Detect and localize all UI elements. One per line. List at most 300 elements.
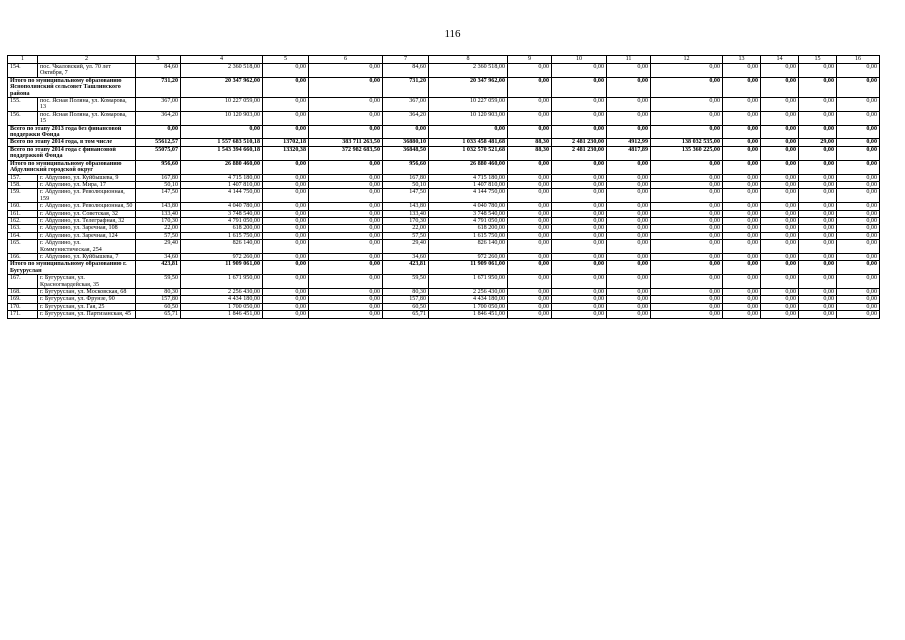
value-cell: 0,00 — [136, 125, 181, 139]
address-cell: г. Абдулино, ул. Куйбышева, 7 — [38, 253, 136, 260]
value-cell: 0,00 — [552, 210, 607, 217]
row-index: 157. — [8, 174, 38, 181]
value-cell: 0,00 — [799, 64, 837, 78]
value-cell: 0,00 — [651, 296, 723, 303]
value-cell: 0,00 — [263, 174, 309, 181]
value-cell: 0,00 — [508, 98, 552, 112]
value-cell: 0,00 — [552, 77, 607, 97]
column-header: 9 — [508, 56, 552, 64]
value-cell: 34,60 — [136, 253, 181, 260]
value-cell: 0,00 — [651, 210, 723, 217]
row-index: 159. — [8, 189, 38, 203]
value-cell: 0,00 — [761, 203, 799, 210]
value-cell: 4 715 180,00 — [181, 174, 263, 181]
value-cell: 0,00 — [651, 303, 723, 310]
value-cell: 0,00 — [263, 303, 309, 310]
value-cell: 4 144 750,00 — [181, 189, 263, 203]
value-cell: 0,00 — [607, 203, 651, 210]
value-cell: 0,00 — [761, 225, 799, 232]
value-cell: 167,80 — [136, 174, 181, 181]
value-cell: 1 615 750,00 — [181, 232, 263, 239]
value-cell: 0,00 — [607, 232, 651, 239]
value-cell: 0,00 — [508, 240, 552, 254]
value-cell: 0,00 — [383, 125, 429, 139]
value-cell: 423,81 — [136, 261, 181, 275]
value-cell: 0,00 — [508, 232, 552, 239]
value-cell: 0,00 — [837, 253, 880, 260]
value-cell: 0,00 — [508, 261, 552, 275]
row-index: 166. — [8, 253, 38, 260]
value-cell: 0,00 — [837, 77, 880, 97]
value-cell: 0,00 — [309, 253, 383, 260]
value-cell: 13702,18 — [263, 139, 309, 146]
value-cell: 0,00 — [761, 289, 799, 296]
value-cell: 0,00 — [761, 77, 799, 97]
value-cell: 0,00 — [607, 296, 651, 303]
value-cell: 0,00 — [799, 275, 837, 289]
value-cell: 0,00 — [761, 139, 799, 146]
table-body — [8, 64, 880, 319]
value-cell: 972 260,00 — [181, 253, 263, 260]
value-cell: 0,00 — [263, 181, 309, 188]
value-cell: 0,00 — [799, 203, 837, 210]
value-cell: 133,40 — [136, 210, 181, 217]
value-cell: 0,00 — [799, 261, 837, 275]
value-cell: 59,50 — [136, 275, 181, 289]
value-cell: 0,00 — [837, 203, 880, 210]
value-cell: 143,80 — [136, 203, 181, 210]
value-cell: 0,00 — [723, 139, 761, 146]
table-row — [8, 232, 880, 239]
value-cell: 0,00 — [799, 303, 837, 310]
value-cell: 0,00 — [723, 189, 761, 203]
value-cell: 0,00 — [651, 77, 723, 97]
value-cell: 364,20 — [136, 111, 181, 125]
value-cell: 0,00 — [837, 98, 880, 112]
value-cell: 10 227 059,00 — [181, 98, 263, 112]
value-cell: 1 032 570 521,68 — [429, 146, 508, 160]
value-cell: 826 140,00 — [181, 240, 263, 254]
address-cell: г. Абдулино, ул. Куйбышева, 9 — [38, 174, 136, 181]
value-cell: 0,00 — [761, 311, 799, 318]
value-cell: 4 144 750,00 — [429, 189, 508, 203]
address-cell: г. Абдулино, ул. Мира, 17 — [38, 181, 136, 188]
value-cell: 0,00 — [552, 253, 607, 260]
value-cell: 0,00 — [309, 303, 383, 310]
value-cell: 0,00 — [651, 181, 723, 188]
value-cell: 0,00 — [263, 98, 309, 112]
value-cell: 0,00 — [761, 146, 799, 160]
value-cell: 2 360 518,00 — [429, 64, 508, 78]
value-cell: 0,00 — [309, 160, 383, 174]
value-cell: 0,00 — [552, 217, 607, 224]
table-row — [8, 296, 880, 303]
value-cell: 0,00 — [508, 311, 552, 318]
value-cell: 1 700 050,00 — [181, 303, 263, 310]
value-cell: 0,00 — [837, 181, 880, 188]
value-cell: 364,20 — [383, 111, 429, 125]
value-cell: 0,00 — [799, 217, 837, 224]
row-index: 160. — [8, 203, 38, 210]
value-cell: 0,00 — [799, 225, 837, 232]
value-cell: 0,00 — [263, 253, 309, 260]
row-index: 165. — [8, 240, 38, 254]
column-header: 5 — [263, 56, 309, 64]
value-cell: 0,00 — [799, 232, 837, 239]
page-number: 116 — [444, 28, 461, 40]
value-cell: 0,00 — [552, 275, 607, 289]
value-cell: 826 140,00 — [429, 240, 508, 254]
value-cell: 29,40 — [136, 240, 181, 254]
value-cell: 0,00 — [263, 125, 309, 139]
value-cell: 0,00 — [508, 275, 552, 289]
value-cell: 60,50 — [383, 303, 429, 310]
value-cell: 1 700 050,00 — [429, 303, 508, 310]
column-header: 12 — [651, 56, 723, 64]
value-cell: 4 040 780,00 — [181, 203, 263, 210]
value-cell: 0,00 — [552, 98, 607, 112]
value-cell: 0,00 — [723, 240, 761, 254]
value-cell: 65,71 — [136, 311, 181, 318]
value-cell: 0,00 — [651, 232, 723, 239]
value-cell: 84,60 — [383, 64, 429, 78]
value-cell: 3 748 540,00 — [181, 210, 263, 217]
value-cell: 0,00 — [607, 210, 651, 217]
value-cell: 143,80 — [383, 203, 429, 210]
value-cell: 0,00 — [607, 303, 651, 310]
value-cell: 0,00 — [429, 125, 508, 139]
value-cell: 0,00 — [263, 111, 309, 125]
value-cell: 0,00 — [651, 275, 723, 289]
column-header: 14 — [761, 56, 799, 64]
value-cell: 4 791 050,00 — [181, 217, 263, 224]
value-cell: 0,00 — [651, 160, 723, 174]
summary-row — [8, 77, 880, 97]
value-cell: 0,00 — [761, 217, 799, 224]
value-cell: 13320,38 — [263, 146, 309, 160]
value-cell: 36848,50 — [383, 146, 429, 160]
address-cell: г. Абдулино, ул. Коммунистическая, 254 — [38, 240, 136, 254]
value-cell: 0,00 — [723, 217, 761, 224]
table-row — [8, 98, 880, 112]
value-cell: 367,00 — [383, 98, 429, 112]
value-cell: 0,00 — [552, 311, 607, 318]
value-cell: 0,00 — [552, 296, 607, 303]
column-header: 16 — [837, 56, 880, 64]
value-cell: 80,30 — [383, 289, 429, 296]
value-cell: 4 715 180,00 — [429, 174, 508, 181]
value-cell: 0,00 — [761, 189, 799, 203]
value-cell: 10 120 903,00 — [181, 111, 263, 125]
value-cell: 0,00 — [508, 174, 552, 181]
value-cell: 138 032 535,00 — [651, 139, 723, 146]
value-cell: 0,00 — [508, 225, 552, 232]
value-cell: 0,00 — [607, 125, 651, 139]
value-cell: 0,00 — [607, 111, 651, 125]
value-cell: 170,30 — [383, 217, 429, 224]
value-cell: 0,00 — [607, 240, 651, 254]
value-cell: 0,00 — [837, 64, 880, 78]
value-cell: 0,00 — [552, 189, 607, 203]
value-cell: 0,00 — [263, 160, 309, 174]
value-cell: 0,00 — [508, 160, 552, 174]
value-cell: 0,00 — [309, 111, 383, 125]
table-row — [8, 240, 880, 254]
value-cell: 0,00 — [761, 275, 799, 289]
value-cell: 0,00 — [309, 296, 383, 303]
value-cell: 0,00 — [508, 189, 552, 203]
value-cell: 0,00 — [508, 125, 552, 139]
value-cell: 0,00 — [607, 261, 651, 275]
value-cell: 0,00 — [837, 111, 880, 125]
value-cell: 10 120 903,00 — [429, 111, 508, 125]
value-cell: 0,00 — [508, 303, 552, 310]
value-cell: 0,00 — [508, 203, 552, 210]
value-cell: 11 909 061,00 — [429, 261, 508, 275]
value-cell: 22,00 — [136, 225, 181, 232]
row-index: 167. — [8, 275, 38, 289]
value-cell: 0,00 — [837, 160, 880, 174]
value-cell: 0,00 — [799, 146, 837, 160]
value-cell: 956,60 — [383, 160, 429, 174]
value-cell: 0,00 — [837, 289, 880, 296]
value-cell: 55075,07 — [136, 146, 181, 160]
value-cell: 1 846 451,00 — [429, 311, 508, 318]
value-cell: 0,00 — [723, 311, 761, 318]
value-cell: 0,00 — [837, 210, 880, 217]
value-cell: 0,00 — [263, 64, 309, 78]
value-cell: 0,00 — [508, 210, 552, 217]
value-cell: 10 227 059,00 — [429, 98, 508, 112]
value-cell: 0,00 — [607, 253, 651, 260]
value-cell: 0,00 — [651, 217, 723, 224]
value-cell: 0,00 — [552, 111, 607, 125]
column-number-row — [8, 56, 880, 64]
value-cell: 0,00 — [607, 311, 651, 318]
value-cell: 956,60 — [136, 160, 181, 174]
table-row — [8, 64, 880, 78]
value-cell: 0,00 — [552, 125, 607, 139]
value-cell: 0,00 — [723, 210, 761, 217]
value-cell: 0,00 — [651, 311, 723, 318]
value-cell: 0,00 — [723, 225, 761, 232]
value-cell: 0,00 — [508, 253, 552, 260]
row-index: 156. — [8, 111, 38, 125]
value-cell: 84,60 — [136, 64, 181, 78]
value-cell: 50,10 — [383, 181, 429, 188]
column-header: 4 — [181, 56, 263, 64]
value-cell: 0,00 — [799, 181, 837, 188]
value-cell: 0,00 — [309, 311, 383, 318]
summary-label: Всего по этапу 2014 года, в том числе — [8, 139, 136, 146]
value-cell: 2 256 430,00 — [181, 289, 263, 296]
value-cell: 0,00 — [799, 289, 837, 296]
value-cell: 0,00 — [552, 232, 607, 239]
table-row — [8, 181, 880, 188]
value-cell: 0,00 — [263, 275, 309, 289]
summary-row — [8, 146, 880, 160]
value-cell: 0,00 — [552, 64, 607, 78]
value-cell: 0,00 — [508, 181, 552, 188]
value-cell: 367,00 — [136, 98, 181, 112]
value-cell: 0,00 — [723, 77, 761, 97]
value-cell: 0,00 — [607, 64, 651, 78]
value-cell: 65,71 — [383, 311, 429, 318]
value-cell: 60,50 — [136, 303, 181, 310]
value-cell: 0,00 — [607, 174, 651, 181]
value-cell: 4912,99 — [607, 139, 651, 146]
column-header: 11 — [607, 56, 651, 64]
value-cell: 0,00 — [761, 64, 799, 78]
value-cell: 0,00 — [799, 311, 837, 318]
value-cell: 20 347 962,00 — [429, 77, 508, 97]
column-header: 7 — [383, 56, 429, 64]
value-cell: 0,00 — [837, 232, 880, 239]
table-row — [8, 111, 880, 125]
address-cell: пос. Ясная Поляна, ул. Комарова, 13 — [38, 98, 136, 112]
summary-row — [8, 139, 880, 146]
value-cell: 0,00 — [651, 64, 723, 78]
value-cell: 4 434 180,00 — [181, 296, 263, 303]
value-cell: 1 033 458 481,68 — [429, 139, 508, 146]
value-cell: 0,00 — [651, 125, 723, 139]
value-cell: 1 543 394 660,18 — [181, 146, 263, 160]
value-cell: 4 434 180,00 — [429, 296, 508, 303]
value-cell: 0,00 — [607, 160, 651, 174]
address-cell: г. Абдулино, ул. Заречная, 108 — [38, 225, 136, 232]
value-cell: 4817,89 — [607, 146, 651, 160]
value-cell: 0,00 — [309, 289, 383, 296]
value-cell: 0,00 — [309, 240, 383, 254]
summary-label: Итого по муниципальному образованию Яснополянский сельсовет Ташлинского района — [8, 77, 136, 97]
value-cell: 0,00 — [651, 203, 723, 210]
address-cell: г. Абдулино, ул. Телеграфная, 32 — [38, 217, 136, 224]
value-cell: 0,00 — [508, 77, 552, 97]
value-cell: 0,00 — [651, 253, 723, 260]
value-cell: 383 711 263,50 — [309, 139, 383, 146]
value-cell: 0,00 — [837, 225, 880, 232]
value-cell: 0,00 — [761, 232, 799, 239]
table-row — [8, 203, 880, 210]
value-cell: 0,00 — [837, 125, 880, 139]
value-cell: 423,81 — [383, 261, 429, 275]
value-cell: 0,00 — [309, 225, 383, 232]
value-cell: 1 615 750,00 — [429, 232, 508, 239]
value-cell: 0,00 — [723, 232, 761, 239]
value-cell: 0,00 — [799, 125, 837, 139]
value-cell: 0,00 — [837, 261, 880, 275]
value-cell: 0,00 — [761, 174, 799, 181]
value-cell: 22,00 — [383, 225, 429, 232]
value-cell: 0,00 — [309, 98, 383, 112]
value-cell: 0,00 — [309, 174, 383, 181]
value-cell: 0,00 — [723, 253, 761, 260]
address-cell: г. Бугуруслан, ул. Московская, 68 — [38, 289, 136, 296]
value-cell: 0,00 — [651, 98, 723, 112]
summary-label: Всего по этапу 2014 года с финансовой поддержкой Фонда — [8, 146, 136, 160]
value-cell: 0,00 — [723, 303, 761, 310]
table-row — [8, 303, 880, 310]
table-row — [8, 289, 880, 296]
value-cell: 0,00 — [309, 275, 383, 289]
value-cell: 0,00 — [761, 125, 799, 139]
value-cell: 0,00 — [263, 77, 309, 97]
value-cell: 0,00 — [181, 125, 263, 139]
value-cell: 0,00 — [837, 240, 880, 254]
value-cell: 0,00 — [263, 240, 309, 254]
housing-program-table — [7, 55, 880, 319]
value-cell: 0,00 — [761, 181, 799, 188]
value-cell: 167,80 — [383, 174, 429, 181]
value-cell: 0,00 — [263, 189, 309, 203]
value-cell: 0,00 — [309, 210, 383, 217]
table-row — [8, 217, 880, 224]
value-cell: 0,00 — [552, 181, 607, 188]
value-cell: 157,80 — [136, 296, 181, 303]
value-cell: 0,00 — [607, 189, 651, 203]
table-row — [8, 275, 880, 289]
value-cell: 0,00 — [263, 261, 309, 275]
row-index: 155. — [8, 98, 38, 112]
value-cell: 4 040 780,00 — [429, 203, 508, 210]
summary-row — [8, 160, 880, 174]
value-cell: 0,00 — [799, 253, 837, 260]
value-cell: 0,00 — [263, 289, 309, 296]
value-cell: 0,00 — [723, 174, 761, 181]
value-cell: 0,00 — [552, 261, 607, 275]
value-cell: 618 200,00 — [181, 225, 263, 232]
value-cell: 0,00 — [799, 240, 837, 254]
value-cell: 0,00 — [309, 181, 383, 188]
value-cell: 0,00 — [799, 77, 837, 97]
row-index: 158. — [8, 181, 38, 188]
value-cell: 26 880 460,00 — [181, 160, 263, 174]
value-cell: 147,50 — [383, 189, 429, 203]
table-row — [8, 189, 880, 203]
value-cell: 0,00 — [837, 139, 880, 146]
value-cell: 731,20 — [136, 77, 181, 97]
value-cell: 0,00 — [309, 203, 383, 210]
value-cell: 0,00 — [309, 77, 383, 97]
value-cell: 11 909 061,00 — [181, 261, 263, 275]
value-cell: 0,00 — [761, 296, 799, 303]
row-index: 162. — [8, 217, 38, 224]
value-cell: 157,80 — [383, 296, 429, 303]
value-cell: 4 791 050,00 — [429, 217, 508, 224]
value-cell: 133,40 — [383, 210, 429, 217]
address-cell: г. Абдулино, ул. Советская, 32 — [38, 210, 136, 217]
value-cell: 80,30 — [136, 289, 181, 296]
value-cell: 3 748 540,00 — [429, 210, 508, 217]
value-cell: 0,00 — [651, 111, 723, 125]
value-cell: 20 347 962,00 — [181, 77, 263, 97]
value-cell: 0,00 — [723, 275, 761, 289]
value-cell: 372 982 683,50 — [309, 146, 383, 160]
value-cell: 0,00 — [761, 303, 799, 310]
table-row — [8, 174, 880, 181]
address-cell: г. Бугуруслан, ул. Красногвардейская, 35 — [38, 275, 136, 289]
row-index: 168. — [8, 289, 38, 296]
value-cell: 0,00 — [799, 98, 837, 112]
value-cell: 0,00 — [723, 111, 761, 125]
column-header: 3 — [136, 56, 181, 64]
column-header: 6 — [309, 56, 383, 64]
table-row — [8, 225, 880, 232]
value-cell: 0,00 — [508, 289, 552, 296]
row-index: 161. — [8, 210, 38, 217]
value-cell: 0,00 — [263, 217, 309, 224]
value-cell: 26 880 460,00 — [429, 160, 508, 174]
